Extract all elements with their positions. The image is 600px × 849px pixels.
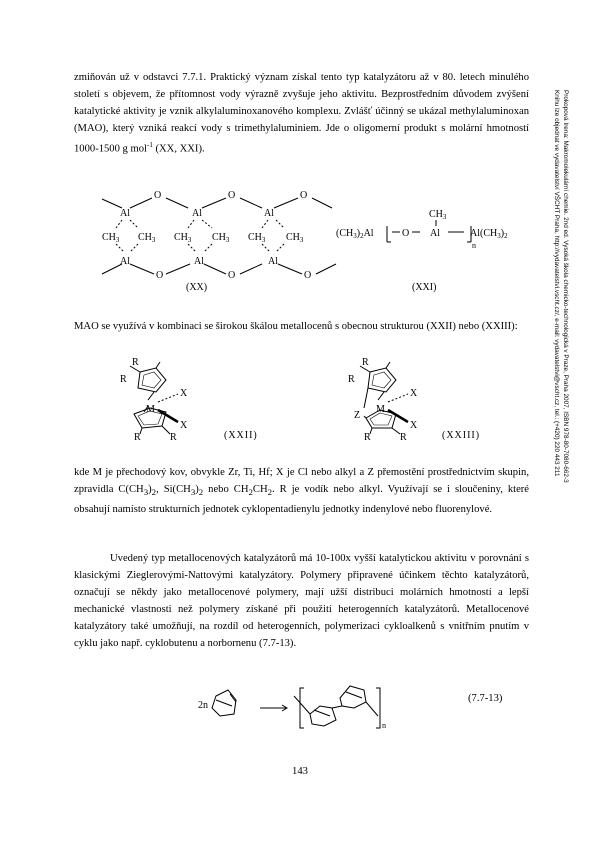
page-number: 143 (292, 766, 308, 777)
x-label: X (180, 388, 188, 399)
label-xxiii: (XXIII) (442, 430, 481, 441)
ch3-label: $CH_3$ (248, 232, 266, 244)
xxi-right-group: $Al(CH_3)_2$ (470, 228, 508, 240)
label-xxi: (XXI) (412, 282, 437, 293)
paragraph-3-text: ) (148, 484, 152, 495)
subscript: 2 (267, 487, 273, 498)
ch3-label: $CH_3$ (286, 232, 304, 244)
x-label: X (410, 420, 418, 431)
subscript: 2 (151, 487, 157, 498)
x-label: X (180, 420, 188, 431)
side-note-line1: Prokopová Irena: Makromolekulární chemie. 2nd ed. Vysoká škola chemicko-technologická v Praze, Praha 2007, ISBN 978-80-7080-662-3 (562, 90, 569, 483)
figure-metallocenes (74, 356, 534, 443)
subscript: 3 (190, 487, 196, 498)
paragraph-4 (74, 550, 529, 652)
m-label: M (146, 404, 155, 415)
equation-coefficient: 2n (198, 700, 208, 711)
subscript: 2 (198, 487, 204, 498)
oxygen-label: O (228, 270, 236, 281)
paragraph-2-text: MAO se využívá v kombinaci se širokou škálou metallocenů s obecnou strukturou (XXII) nebo (XXIII): (74, 321, 518, 332)
xxi-n: n (472, 241, 476, 250)
r-label: R (400, 432, 407, 443)
paragraph-3-text: , Si(CH (156, 484, 191, 495)
paragraph-1 (74, 69, 529, 158)
oxygen-label: O (156, 270, 164, 281)
equation-norbornene-polymerization (190, 676, 420, 732)
equation-number: (7.7-13) (468, 693, 503, 704)
paragraph-3-text: CH (252, 484, 268, 495)
al-label: Al (194, 256, 204, 267)
side-note (552, 90, 570, 590)
paragraph-3-text: . R je vodík nebo alkyl. Využívají se i sloučeniny, které obsahují namísto strukturních jednotek cyklopentadienylu jednotky indenylové nebo fluorenylové. (74, 484, 529, 516)
r-label: R (170, 432, 177, 443)
al-label: Al (264, 208, 274, 219)
z-label: Z (354, 410, 361, 421)
ch3-label: $CH_3$ (102, 232, 120, 244)
paragraph-1-sup: -1 (146, 141, 153, 149)
repeat-n: n (382, 721, 386, 730)
paragraph-3-text: nebo CH (203, 484, 249, 495)
oxygen-label: O (228, 190, 236, 201)
r-label: R (120, 374, 127, 385)
paragraph-4-text: Uvedený typ metallocenových katalyzátorů má 10-100x vyšší katalytickou aktivitu v porovnání s klasickými Zieglerovými-Nattovými katalyzátory. Polymery připravené účinkem těchto katalyzátorů, označují se někdy jako metallocenové polymery, mají užší distribuci molárních hmotností a lepší mechanické vlastnosti než polymery získané při použití heterogenních katalyzátorů. Metallocenové katalyzátory také umožňují, na rozdíl od heterogenních, polymerizaci cykloalkenů s vnitřním pnutím v cyklu jako např. cyklobutenu a norbornenu (7.7-13). (74, 553, 529, 649)
m-label: M (376, 404, 385, 415)
paragraph-3-text: kde M je přechodový kov, obvykle Zr, Ti, Hf; X je Cl nebo alkyl a Z přemostění prostřednictvím skupin, zpravidla C(CH (74, 467, 529, 495)
r-label: R (134, 432, 141, 443)
al-label: Al (120, 208, 130, 219)
xxi-oxygen: O (402, 228, 410, 239)
r-label: R (348, 374, 355, 385)
subscript: 3 (143, 487, 149, 498)
paragraph-1-tail: (XX, XXI). (155, 143, 205, 155)
oxygen-label: O (154, 190, 162, 201)
subscript: 2 (248, 487, 253, 498)
label-xxii: (XXII) (224, 430, 258, 441)
paragraph-1-text: zmiňován už v odstavci 7.7.1. Praktický význam získal tento typ katalyzátoru až v 80. letech minulého století s objevem, že přítomnost vody výrazně zvyšuje jeho aktivitu. Bezprostředním důvodem zvýšení katalytické aktivity je vznik alkylaluminoxanového komplexu. Zvlášť účinný se ukázal methylaluminoxan (MAO), který vzniká reakcí vody s trimethylaluminiem. Jde o oligomerní produkt s molární hmotností 1000-1500 g mol (74, 72, 529, 155)
paragraph-3 (74, 464, 529, 518)
oxygen-label: O (300, 190, 308, 201)
oxygen-label: O (304, 270, 312, 281)
ch3-label: $CH_3$ (138, 232, 156, 244)
label-xx: (XX) (186, 282, 208, 293)
ch3-label: $CH_3$ (174, 232, 192, 244)
r-label: R (132, 357, 139, 368)
paragraph-3-text: ) (195, 484, 199, 495)
xxi-al: Al (430, 228, 440, 239)
al-label: Al (120, 256, 130, 267)
paragraph-2 (74, 318, 529, 335)
al-label: Al (268, 256, 278, 267)
x-label: X (410, 388, 418, 399)
side-note-line2: Knihu lze objednat ve vydavatelství VŠCHT Praha, http://vydavatelstvi.vscht.cz/, e-mail: vydavatelstvi@vscht.cz, tel.: (+420) 220 443 211 (553, 90, 560, 477)
al-label: Al (192, 208, 202, 219)
xxi-ch3: $CH_3$ (429, 209, 447, 221)
ch3-label: $CH_3$ (212, 232, 230, 244)
r-label: R (364, 432, 371, 443)
r-label: R (362, 357, 369, 368)
figure-mao-structures (74, 186, 534, 294)
xxi-left-group: $(CH_3)_2Al$ (336, 228, 374, 240)
